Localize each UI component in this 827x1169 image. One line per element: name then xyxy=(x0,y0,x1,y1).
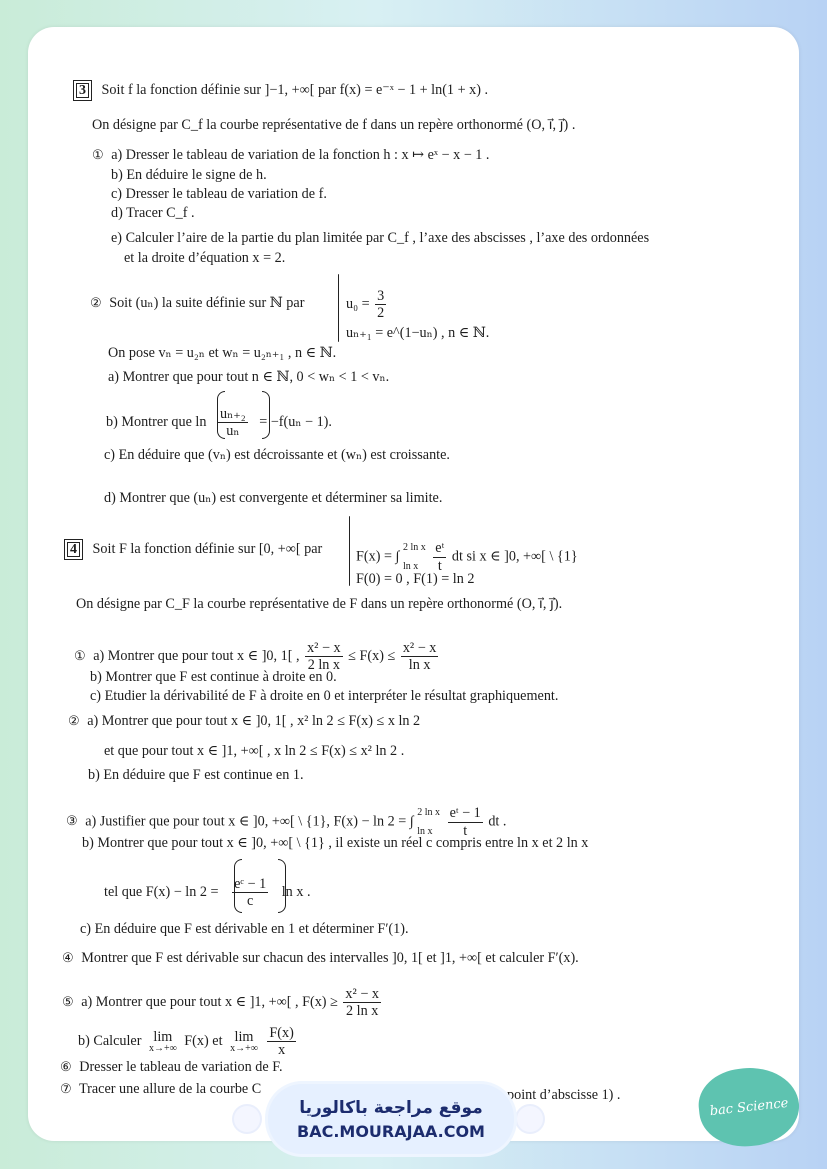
limit-symbol: lim xyxy=(234,1028,254,1045)
footer-watermark[interactable] xyxy=(268,1084,514,1154)
ex4-q3b2-pre: tel que F(x) − ln 2 = xyxy=(104,884,219,901)
limit xyxy=(230,1030,258,1054)
ex4-q4 xyxy=(62,951,579,965)
integral-upper-bound: 2 ln x xyxy=(402,542,426,553)
ex3-q1e-line2: et la droite d’équation x = 2. xyxy=(124,250,286,266)
ex4-q2a xyxy=(68,714,420,728)
marker-5: ⑤ xyxy=(62,994,74,1010)
limit xyxy=(149,1030,177,1054)
fraction xyxy=(267,1025,295,1059)
ex3-q1a-text: a) Dresser le tableau de variation de la fonction h : x ↦ eˣ − x − 1 . xyxy=(111,147,490,163)
exercise-3-intro: Soit f la fonction définie sur ]−1, +∞[ par f(x) = e⁻ˣ − 1 + ln(1 + x) . xyxy=(101,82,489,98)
site-logo-icon xyxy=(234,1106,260,1132)
ex3-q2-intro xyxy=(90,296,304,310)
fraction-den: t xyxy=(463,822,468,839)
ex4-q2a-line2: et que pour tout x ∈ ]1, +∞[ , x ln 2 ≤ F(x) ≤ x² ln 2 . xyxy=(104,743,405,759)
definition-F-values: F(0) = 0 , F(1) = ln 2 xyxy=(356,571,475,587)
limit-symbol: lim xyxy=(153,1028,173,1045)
ex4-q1a-mid: ≤ F(x) ≤ xyxy=(348,648,396,665)
ex4-q5a xyxy=(62,986,383,1020)
ex4-q7 xyxy=(60,1082,261,1096)
footer-url-link[interactable]: BAC.MOURAJAA.COM xyxy=(297,1121,485,1141)
fraction xyxy=(401,640,439,674)
ex4-q4-text: Montrer que F est dérivable sur chacun des intervalles ]0, 1[ et ]1, +∞[ et calculer F′(x). xyxy=(81,950,579,966)
system-brace xyxy=(349,516,350,586)
fraction xyxy=(448,805,483,839)
fraction-den: x xyxy=(278,1042,286,1059)
ex4-q7-end: point d’abscisse 1) . xyxy=(507,1087,621,1103)
ex4-q3a-post: dt . xyxy=(488,813,507,830)
ex3-q1b: b) En déduire le signe de h. xyxy=(111,167,267,183)
limit-subscript: x→+∞ xyxy=(148,1042,177,1054)
fraction-num: x² − x xyxy=(345,986,379,1002)
definition-F-pre: F(x) = ∫ xyxy=(356,548,400,565)
system-brace xyxy=(338,274,339,342)
ex3-q2d: d) Montrer que (uₙ) est convergente et déterminer sa limite. xyxy=(104,490,443,506)
fraction-den: 2 xyxy=(377,305,385,322)
ex4-q5b-f1: F(x) et xyxy=(184,1033,223,1050)
fraction-den: 2 ln x xyxy=(346,1003,379,1020)
fraction-num: F(x) xyxy=(269,1025,294,1041)
ex3-q2b-pre: b) Montrer que ln xyxy=(106,414,207,431)
marker-4: ④ xyxy=(62,950,74,965)
ex3-q2b-post: = −f(uₙ − 1). xyxy=(259,414,332,431)
right-paren xyxy=(278,859,286,913)
marker-6: ⑥ xyxy=(60,1059,72,1074)
ex4-q3c: c) En déduire que F est dérivable en 1 et déterminer F′(1). xyxy=(80,921,409,937)
exercise-3-header xyxy=(73,80,488,101)
fraction-den: uₙ xyxy=(226,423,240,440)
ex4-q2a-text: a) Montrer que pour tout x ∈ ]0, 1[ , x² ln 2 ≤ F(x) ≤ x ln 2 xyxy=(87,713,421,729)
marker-2: ② xyxy=(90,295,102,310)
ex4-q5a-pre: a) Montrer que pour tout x ∈ ]1, +∞[ , F(x) ≥ xyxy=(81,994,338,1011)
definition-F-post: dt si x ∈ ]0, +∞[ \ {1} xyxy=(451,548,578,565)
ex4-q1a-pre: a) Montrer que pour tout x ∈ ]0, 1[ , xyxy=(93,648,300,665)
fraction-den: ln x xyxy=(408,657,431,674)
fraction-num: uₙ₊₂ xyxy=(220,406,246,422)
fraction-num: eᵗ − 1 xyxy=(449,805,481,822)
ex3-q1a xyxy=(92,148,489,162)
fraction xyxy=(375,288,386,322)
left-paren xyxy=(217,391,225,439)
ex3-q1d: d) Tracer C_f . xyxy=(111,205,195,221)
exercise-number-badge: 3 xyxy=(73,80,92,101)
ex3-q2c: c) En déduire que (vₙ) est décroissante et (wₙ) est croissante. xyxy=(104,447,450,463)
ex4-q3a-pre: a) Justifier que pour tout x ∈ ]0, +∞[ \ {1}, F(x) − ln 2 = ∫ xyxy=(85,813,414,830)
ex3-q2-intro-text: Soit (uₙ) la suite définie sur ℕ par xyxy=(109,295,305,311)
left-paren xyxy=(234,859,242,913)
fraction-num: x² − x xyxy=(402,640,437,656)
ex4-q1b: b) Montrer que F est continue à droite en 0. xyxy=(90,669,337,685)
limit-subscript: x→+∞ xyxy=(230,1042,258,1054)
ex3-designe: On désigne par C_f la courbe représentative de f dans un repère orthonormé (O, i⃗, j⃗) . xyxy=(92,117,576,133)
fraction-den: 2 ln x xyxy=(307,657,341,674)
integral-upper-bound: 2 ln x xyxy=(417,807,441,818)
fraction xyxy=(343,986,381,1020)
exercise-number-badge: 4 xyxy=(64,539,83,560)
fraction-den: t xyxy=(437,557,442,574)
marker-2: ② xyxy=(68,713,80,728)
fraction-den: c xyxy=(246,893,254,910)
marker-1: ① xyxy=(74,648,86,664)
ex4-q5b xyxy=(78,1025,298,1059)
ex4-q3b2-post: ln x . xyxy=(281,884,311,901)
footer-arabic-title: موقع مراجعة باكالوريا xyxy=(299,1097,483,1118)
ex4-q6-text: Dresser le tableau de variation de F. xyxy=(79,1059,283,1075)
marker-7: ⑦ xyxy=(60,1081,72,1096)
ex4-designe: On désigne par C_F la courbe représentative de F dans un repère orthonormé (O, i⃗, j⃗). xyxy=(76,596,563,612)
ex3-pose: On pose vₙ = u₂ₙ et wₙ = u₂ₙ₊₁ , n ∈ ℕ. xyxy=(108,345,337,361)
sequence-recurrence: uₙ₊₁ = e^(1−uₙ) , n ∈ ℕ. xyxy=(346,325,490,341)
ex4-q2b: b) En déduire que F est continue en 1. xyxy=(88,767,304,783)
ex3-q1e-line1: e) Calculer l’aire de la partie du plan limitée par C_f , l’axe des abscisses , l’axe des ordonnées xyxy=(111,230,650,246)
marker-1: ① xyxy=(92,147,104,162)
exercise-4-header xyxy=(64,539,322,560)
ex3-q2a: a) Montrer que pour tout n ∈ ℕ, 0 < wₙ < 1 < vₙ. xyxy=(108,369,390,385)
fraction-num: eᵗ xyxy=(435,540,445,557)
ex4-q1c: c) Etudier la dérivabilité de F à droite en 0 et interpréter le résultat graphiquement. xyxy=(90,688,559,704)
fraction-num: x² − x xyxy=(307,640,341,656)
right-paren xyxy=(262,391,270,439)
fraction-num: eᶜ − 1 xyxy=(234,876,267,892)
sequence-init xyxy=(346,288,388,322)
exercise-4-intro: Soit F la fonction définie sur [0, +∞[ par xyxy=(92,541,323,557)
fraction xyxy=(433,540,446,574)
site-logo-icon xyxy=(517,1106,543,1132)
ex4-q3b: b) Montrer que pour tout x ∈ ]0, +∞[ \ {1} , il existe un réel c compris entre ln x et 2 ln x xyxy=(82,835,589,851)
fraction-num: 3 xyxy=(377,288,385,304)
ex4-q6 xyxy=(60,1060,283,1074)
integral-lower-bound: ln x xyxy=(417,826,433,837)
seal-text: bac Science xyxy=(708,1095,790,1119)
marker-3: ③ xyxy=(66,813,78,829)
ex4-q5b-pre: b) Calculer xyxy=(78,1033,142,1050)
sequence-init-lhs: u₀ = xyxy=(346,296,370,313)
ex3-q1c: c) Dresser le tableau de variation de f. xyxy=(111,186,327,202)
ex4-q7-pre: Tracer une allure de la courbe C xyxy=(78,1081,262,1097)
integral-lower-bound: ln x xyxy=(402,561,419,572)
